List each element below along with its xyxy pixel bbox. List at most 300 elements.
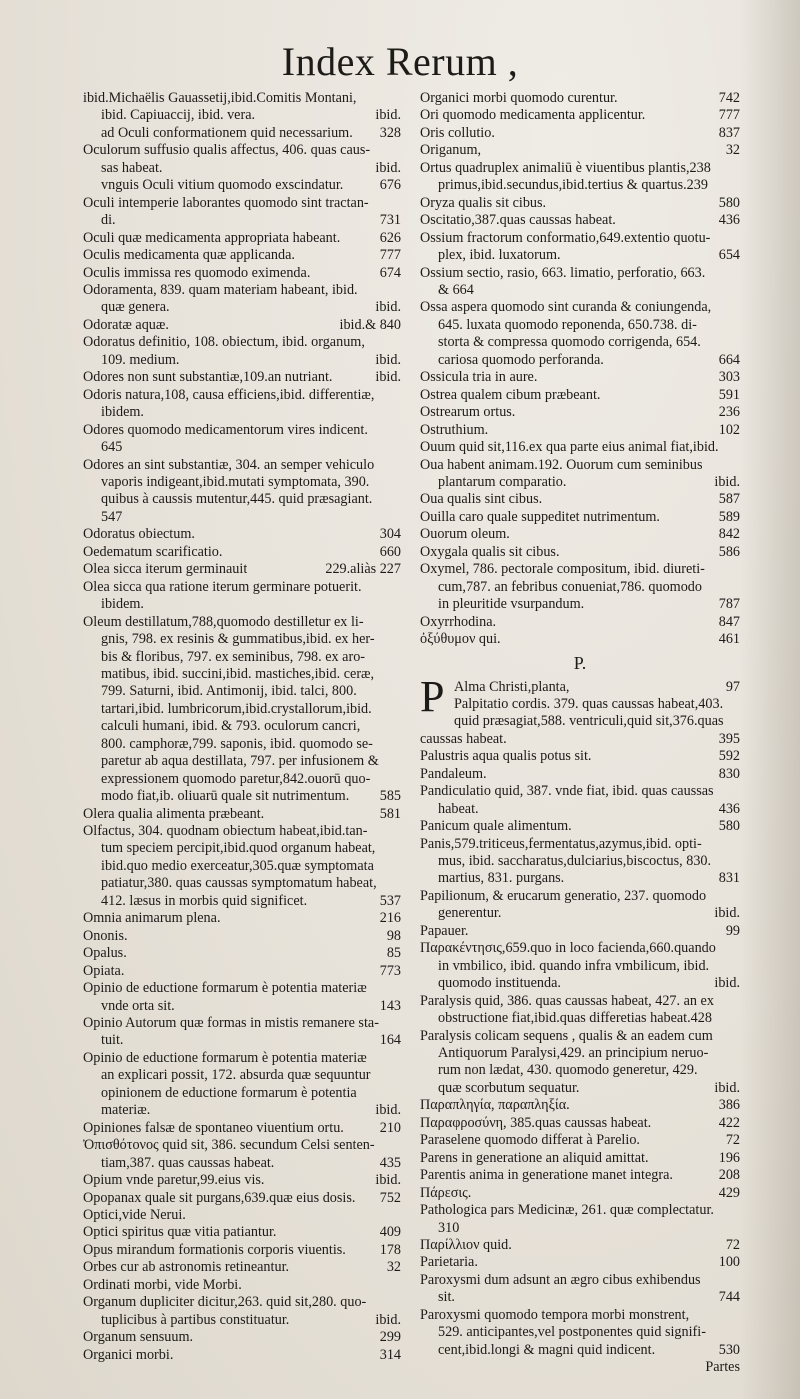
entry-line: [420, 299, 740, 316]
entry-page-ref: ibid.: [375, 107, 401, 124]
entry-text: tuit.: [101, 1032, 124, 1049]
entry-line: [420, 836, 740, 853]
entry-page-ref: ibid.: [714, 975, 740, 992]
entry-line: [83, 491, 401, 508]
entry-text: ibid.Michaëlis Gauassetij,ibid.Comitis Montani,: [83, 90, 357, 106]
entry-text: plex, ibid. luxatorum.: [438, 247, 561, 264]
entry-text: in vmbilico, ibid. quando infra vmbilicum, ibid.: [438, 957, 710, 974]
entry-line: [83, 1102, 401, 1119]
entry-text: obstructione fiat,ibid.quas differetias habeat.428: [438, 1010, 712, 1027]
entry-line: [420, 818, 740, 835]
entry-line: [454, 713, 740, 730]
index-entry: [83, 1294, 401, 1329]
entry-text: Oleum destillatum,788,quomodo destilletur ex li-: [83, 613, 364, 630]
entry-page-ref: 830: [718, 765, 740, 782]
entry-line: [83, 753, 401, 770]
entry-text: tuplicibus à partibus constituatur.: [101, 1311, 290, 1328]
entry-page-ref: 178: [379, 1241, 401, 1258]
entry-page-ref: 102: [718, 421, 740, 438]
entry-line: [420, 1342, 740, 1359]
entry-line: [83, 1224, 401, 1241]
index-entry: [420, 125, 740, 142]
entry-text: Oculis medicamenta quæ applicanda.: [83, 247, 295, 264]
entry-page-ref: 328: [379, 124, 401, 141]
index-column-left: [83, 90, 401, 1364]
index-entry: [83, 1277, 401, 1294]
entry-line: [420, 1254, 740, 1271]
entry-line: [420, 177, 740, 194]
entry-line: [83, 299, 401, 316]
entry-line: [83, 649, 401, 666]
entry-line: [83, 422, 401, 439]
entry-line: [420, 457, 740, 474]
entry-page-ref: 742: [718, 90, 740, 106]
entry-text: Optici spiritus quæ vitia patiantur.: [83, 1224, 277, 1241]
index-entry: [420, 1202, 740, 1237]
index-entry: [83, 90, 401, 142]
entry-text: Odoratæ aquæ.: [83, 316, 169, 333]
entry-text: 800. camphoræ,799. saponis, ibid. quomodo se-: [101, 735, 373, 752]
entry-text: Organum dupliciter dicitur,263. quid sit,280. quo-: [83, 1294, 367, 1311]
entry-text: Odores non sunt substantiæ,109.an nutriant.: [83, 369, 333, 386]
index-entry: [420, 387, 740, 404]
entry-page-ref: 530: [718, 1341, 740, 1358]
entry-text: ad Oculi conformationem quid necessarium.: [101, 124, 353, 141]
entry-text: Odoratus definitio, 108. obiectum, ibid. organum,: [83, 334, 365, 351]
entry-line: [420, 1237, 740, 1254]
entry-line: [420, 212, 740, 229]
entry-line: [83, 125, 401, 142]
entry-line: [83, 1067, 401, 1084]
index-entry: [420, 142, 740, 159]
entry-page-ref: 626: [379, 229, 401, 246]
entry-page-ref: 229.aliàs 227: [325, 561, 401, 578]
entry-text: Πάρεσις.: [420, 1184, 472, 1201]
entry-text: Orbes cur ab astronomis retineantur.: [83, 1259, 290, 1276]
index-entry: [420, 1167, 740, 1184]
entry-line: [420, 1097, 740, 1114]
entry-page-ref: 99: [725, 922, 740, 939]
entry-text: Odoramenta, 839. quam materiam habeant, ibid.: [83, 281, 358, 298]
entry-text: Ordinati morbi, vide Morbi.: [83, 1276, 242, 1293]
entry-line: [83, 247, 401, 264]
entry-text: sit.: [438, 1289, 455, 1306]
entry-text: primus,ibid.secundus,ibid.tertius & quartus.239: [438, 177, 708, 194]
index-entry: [420, 509, 740, 526]
entry-page-ref: 72: [725, 1237, 740, 1253]
index-entry: [83, 457, 401, 527]
entry-line: [83, 631, 401, 648]
entry-page-ref: ibid.: [375, 369, 401, 386]
entry-text: Optici,vide Nerui.: [83, 1207, 186, 1223]
entry-text: Paroxysmi dum adsunt an ægro cibus exhibendus: [420, 1271, 701, 1288]
entry-text: 109. medium.: [101, 351, 180, 368]
entry-line: [83, 282, 401, 299]
entry-line: [420, 975, 740, 992]
entry-line: [420, 596, 740, 613]
entry-page-ref: 591: [718, 386, 740, 403]
entry-text: Paralysis colicam sequens , qualis & an eadem cum: [420, 1027, 713, 1044]
entry-text: Olera qualia alimenta præbeant.: [83, 805, 265, 822]
index-entry: [420, 1254, 740, 1271]
entry-text: modo fiat,ib. oliuarū quale sit nutrimentum.: [101, 788, 350, 805]
entry-line: [420, 1324, 740, 1341]
entry-text: 310: [438, 1219, 460, 1236]
entry-line: [83, 544, 401, 561]
index-entry: [420, 439, 740, 456]
entry-page-ref: 422: [718, 1114, 740, 1131]
entry-text: Παρίλλιον quid.: [420, 1237, 512, 1253]
entry-line: [420, 1202, 740, 1219]
entry-text: Ostrea qualem cibum præbeant.: [420, 386, 601, 403]
entry-text: Paraselene quomodo differat à Parelio.: [420, 1132, 640, 1149]
index-entry: [83, 230, 401, 247]
entry-line: [420, 142, 740, 159]
entry-line: [420, 993, 740, 1010]
entry-line: [83, 1050, 401, 1067]
entry-line: [420, 1150, 740, 1167]
entry-page-ref: ibid.& 840: [339, 316, 401, 333]
index-entry: [83, 910, 401, 927]
index-entry: [420, 993, 740, 1028]
entry-line: [83, 1085, 401, 1102]
index-entry: [83, 1015, 401, 1050]
entry-text: di.: [101, 212, 116, 229]
entry-text: quibus à caussis mutentur,445. quid præsagiant.: [101, 491, 373, 508]
entry-page-ref: ibid.: [375, 299, 401, 316]
index-entry: [83, 1347, 401, 1364]
entry-text: gnis, 798. ex resinis & gummatibus,ibid. ex her-: [101, 631, 375, 648]
entry-text: Panis,579.triticeus,fermentatus,azymus,ibid. opti-: [420, 835, 702, 852]
entry-line: [83, 160, 401, 177]
entry-line: [83, 1347, 401, 1364]
entry-page-ref: 585: [379, 788, 401, 805]
entry-line: [420, 352, 740, 369]
index-entry: [83, 334, 401, 369]
entry-page-ref: 581: [379, 805, 401, 822]
entry-line: [420, 1010, 740, 1027]
entry-line: [420, 923, 740, 940]
entry-text: Opium vnde paretur,99.eius vis.: [83, 1172, 265, 1189]
entry-line: [83, 1190, 401, 1207]
entry-text: Panicum quale alimentum.: [420, 818, 572, 835]
entry-text: an explicari possit, 172. absurda quæ sequuntur: [101, 1067, 371, 1084]
entry-text: opinionem de eductione formarum è potentia: [101, 1084, 357, 1101]
entry-page-ref: 98: [386, 927, 401, 944]
entry-text: Ossicula tria in aure.: [420, 369, 538, 386]
index-entry: [83, 422, 401, 457]
entry-text: Ouum quid sit,116.ex qua parte eius animal fiat,ibid.: [420, 439, 719, 456]
entry-line: [420, 474, 740, 491]
index-entry: [420, 160, 740, 195]
index-entry: [420, 614, 740, 631]
entry-text: Organici morbi quomodo curentur.: [420, 90, 618, 106]
entry-line: [420, 905, 740, 922]
entry-line: [83, 858, 401, 875]
index-entry: [420, 631, 740, 648]
index-entry: [420, 369, 740, 386]
entry-text: ibid.quo medio exerceatur,305.quæ symptomata: [101, 857, 374, 874]
index-entry: [83, 561, 401, 578]
entry-text: quomodo instituenda.: [438, 975, 561, 992]
index-entry: [83, 1207, 401, 1224]
entry-text: materiæ.: [101, 1102, 151, 1119]
entry-text: quæ genera.: [101, 299, 170, 316]
entry-page-ref: 143: [379, 997, 401, 1014]
entry-text: Parietaria.: [420, 1254, 478, 1271]
entry-line: [83, 404, 401, 421]
entry-line: [83, 1242, 401, 1259]
entry-text: Odores quomodo medicamentorum vires indicent.: [83, 421, 368, 438]
entry-line: [420, 958, 740, 975]
entry-text: tiam,387. quas caussas habeat.: [101, 1154, 275, 1171]
entry-text: Ossium sectio, rasio, 663. limatio, perforatio, 663.: [420, 264, 706, 281]
index-entry: [420, 1150, 740, 1167]
entry-line: [83, 1172, 401, 1189]
entry-line: [83, 1155, 401, 1172]
entry-text: paretur ab aqua destillata, 797. per infusionem &: [101, 753, 379, 770]
index-entry: [420, 766, 740, 783]
entry-line: [83, 771, 401, 788]
entry-text: martius, 831. purgans.: [438, 870, 565, 887]
entry-line: [83, 910, 401, 927]
entry-line: [83, 806, 401, 823]
entry-text: expressionem quomodo paretur,842.ouorū quo-: [101, 770, 371, 787]
entry-page-ref: 208: [718, 1167, 740, 1184]
entry-line: [420, 544, 740, 561]
entry-line: [83, 1032, 401, 1049]
index-entry: [83, 387, 401, 422]
entry-line: [420, 369, 740, 386]
entry-line: [83, 1207, 401, 1224]
entry-page-ref: 842: [718, 526, 740, 543]
entry-text: Παρακέντησις,659.quo in loco facienda,660.quando: [420, 940, 716, 957]
entry-text: Papilionum, & erucarum generatio, 237. quomodo: [420, 887, 707, 904]
index-entry: [420, 836, 740, 888]
entry-line: [420, 1185, 740, 1202]
entry-text: ibidem.: [101, 596, 144, 613]
entry-line: [420, 265, 740, 282]
entry-text: bis & floribus, 797. ex seminibus, 798. ex aro-: [101, 648, 366, 665]
index-entry: [83, 1137, 401, 1172]
entry-text: Paralysis quid, 386. quas caussas habeat, 427. an ex: [420, 992, 714, 1009]
entry-line: [420, 334, 740, 351]
entry-page-ref: 164: [379, 1032, 401, 1049]
entry-text: Oxygala qualis sit cibus.: [420, 543, 560, 560]
index-entry: [83, 317, 401, 334]
entry-text: 529. anticipantes,vel postponentes quid signifi-: [438, 1324, 706, 1341]
index-entry: [83, 1259, 401, 1276]
entry-text: vnguis Oculi vitium quomodo exscindatur.: [101, 177, 344, 194]
index-entry: [83, 980, 401, 1015]
entry-text: Papauer.: [420, 922, 469, 939]
entry-page-ref: 587: [718, 491, 740, 508]
index-entry: [83, 614, 401, 806]
index-entry: [83, 928, 401, 945]
entry-page-ref: 436: [718, 800, 740, 817]
index-entry: [420, 457, 740, 492]
entry-line: [420, 888, 740, 905]
entry-page-ref: 409: [379, 1224, 401, 1241]
entry-text: rum non lædat, 430. quomodo generetur, 429.: [438, 1062, 698, 1079]
index-entry: [83, 265, 401, 282]
entry-page-ref: 777: [379, 247, 401, 264]
entry-text: generentur.: [438, 905, 502, 922]
entry-text: ὀξύθυμον qui.: [420, 631, 501, 648]
entry-text: calculi humani, ibid. & 793. oculorum cancri,: [101, 718, 361, 735]
entry-text: vnde orta sit.: [101, 997, 175, 1014]
entry-line: [420, 748, 740, 765]
entry-line: [83, 893, 401, 910]
index-entry: [420, 1097, 740, 1114]
entry-page-ref: 744: [718, 1289, 740, 1306]
entry-line: [420, 731, 740, 748]
entry-line: [420, 631, 740, 648]
index-entry: [420, 783, 740, 818]
index-entry: [83, 1172, 401, 1189]
entry-text: Pandaleum.: [420, 765, 487, 782]
entry-line: [83, 980, 401, 997]
entry-text: Ossa aspera quomodo sint curanda & coniungenda,: [420, 299, 712, 316]
index-entry: [420, 1237, 740, 1254]
entry-text: quæ scorbutum sequatur.: [438, 1079, 580, 1096]
index-entry: [83, 247, 401, 264]
entry-page-ref: 592: [718, 748, 740, 765]
entry-line: [420, 1289, 740, 1306]
entry-text: Oedematum scarificatio.: [83, 543, 223, 560]
entry-line: [420, 1307, 740, 1324]
entry-line: [454, 696, 740, 713]
entry-text: Oris collutio.: [420, 124, 495, 141]
index-entry: [420, 491, 740, 508]
entry-text: 645. luxata quomodo reponenda, 650.738. di-: [438, 316, 697, 333]
index-entry: [420, 1028, 740, 1098]
entry-line: [420, 1115, 740, 1132]
dropcap-block: [420, 671, 740, 731]
entry-text: & 664: [438, 281, 474, 298]
entry-line: [420, 561, 740, 578]
entry-text: Organum sensuum.: [83, 1329, 194, 1346]
entry-page-ref: 674: [379, 264, 401, 281]
index-entry: [420, 940, 740, 992]
entry-line: [83, 596, 401, 613]
entry-page-ref: 85: [386, 945, 401, 962]
entries-letter-o: [420, 90, 740, 649]
entry-text: Oua qualis sint cibus.: [420, 491, 543, 508]
index-entry: [83, 945, 401, 962]
index-entry: [83, 579, 401, 614]
entry-text: Ostruthium.: [420, 421, 489, 438]
entry-page-ref: 216: [379, 910, 401, 927]
entry-text: Pandiculatio quid, 387. vnde fiat, ibid. quas caussas: [420, 783, 714, 800]
entry-page-ref: 72: [725, 1132, 740, 1149]
entry-line: [83, 718, 401, 735]
entry-text: Opinio Autorum quæ formas in mistis remanere sta-: [83, 1015, 379, 1032]
entry-line: [83, 457, 401, 474]
entry-text: Opinio de eductione formarum è potentia materiæ: [83, 1049, 367, 1066]
entry-line: [83, 666, 401, 683]
entry-line: [420, 1028, 740, 1045]
index-entry: [420, 230, 740, 265]
entry-line: [420, 526, 740, 543]
index-entry: [420, 195, 740, 212]
entry-page-ref: 196: [718, 1149, 740, 1166]
entry-line: [420, 282, 740, 299]
index-entry: [420, 212, 740, 229]
entry-text: Ortus quadruplex animaliū è viuentibus plantis,238: [420, 159, 711, 176]
index-entry: [83, 369, 401, 386]
entry-text: Oculi quæ medicamenta appropriata habeant.: [83, 229, 341, 246]
entry-page-ref: 299: [379, 1329, 401, 1346]
entry-page-ref: 304: [379, 526, 401, 543]
entry-page-ref: 586: [718, 543, 740, 560]
entry-text: Ononis.: [83, 927, 128, 944]
entry-line: [83, 212, 401, 229]
entry-line: [420, 1062, 740, 1079]
entry-text: Palustris aqua qualis potus sit.: [420, 748, 592, 765]
entry-text: Antiquorum Paralysi,429. an principium neruo-: [438, 1045, 709, 1062]
index-entry: [83, 1329, 401, 1346]
entry-page-ref: 837: [718, 124, 740, 141]
entry-line: [83, 387, 401, 404]
index-column-right: [420, 90, 740, 1377]
entry-line: [83, 317, 401, 334]
entry-page-ref: 314: [379, 1346, 401, 1363]
index-entry: [420, 90, 740, 107]
entry-text: Olea sicca iterum germinauit: [83, 561, 248, 578]
entry-page-ref: ibid.: [714, 1079, 740, 1096]
entry-text: mus, ibid. saccharatus,dulciarius,biscoctus, 830.: [438, 853, 712, 870]
entry-line: [83, 561, 401, 578]
entry-text: cent,ibid.longi & magni quid indicent.: [438, 1341, 656, 1358]
index-entry: [420, 888, 740, 923]
section-letter-p: P.: [573, 652, 587, 673]
index-entry: [420, 107, 740, 124]
index-entry: [420, 526, 740, 543]
index-entry: [83, 1120, 401, 1137]
index-entry: [420, 1132, 740, 1149]
entry-text: Oscitatio,387.quas caussas habeat.: [420, 212, 616, 229]
index-entry: [420, 1307, 740, 1359]
entry-text: Ossium fractorum conformatio,649.extentio quotu-: [420, 229, 711, 246]
entry-text: Ori quomodo medicamenta applicentur.: [420, 107, 646, 124]
entry-page-ref: ibid.: [375, 1311, 401, 1328]
entry-line: [420, 1132, 740, 1149]
entry-text: Parentis anima in generatione manet integra.: [420, 1167, 673, 1184]
index-entry: [420, 1185, 740, 1202]
dropcap-letter: P: [420, 671, 445, 721]
entry-line: [420, 1220, 740, 1237]
entry-page-ref: 461: [718, 631, 740, 648]
entry-text: 412. læsus in morbis quid significet.: [101, 892, 308, 909]
entry-text: in pleuritide vsurpandum.: [438, 596, 585, 613]
entry-text: ibid. Capiuaccij, ibid. vera.: [101, 107, 256, 124]
index-entry: [420, 265, 740, 300]
entry-line: [454, 679, 740, 696]
index-entry: [420, 748, 740, 765]
entry-line: [420, 387, 740, 404]
entry-line: [420, 614, 740, 631]
entry-page-ref: 664: [718, 351, 740, 368]
entry-text: plantarum comparatio.: [438, 473, 567, 490]
entry-line: [83, 683, 401, 700]
entry-line: [420, 940, 740, 957]
entry-line: [420, 317, 740, 334]
entry-line: [420, 1045, 740, 1062]
entry-text: habeat.: [438, 800, 479, 817]
entry-text: Odoris natura,108, causa efficiens,ibid. differentiæ,: [83, 386, 375, 403]
entry-line: [83, 230, 401, 247]
